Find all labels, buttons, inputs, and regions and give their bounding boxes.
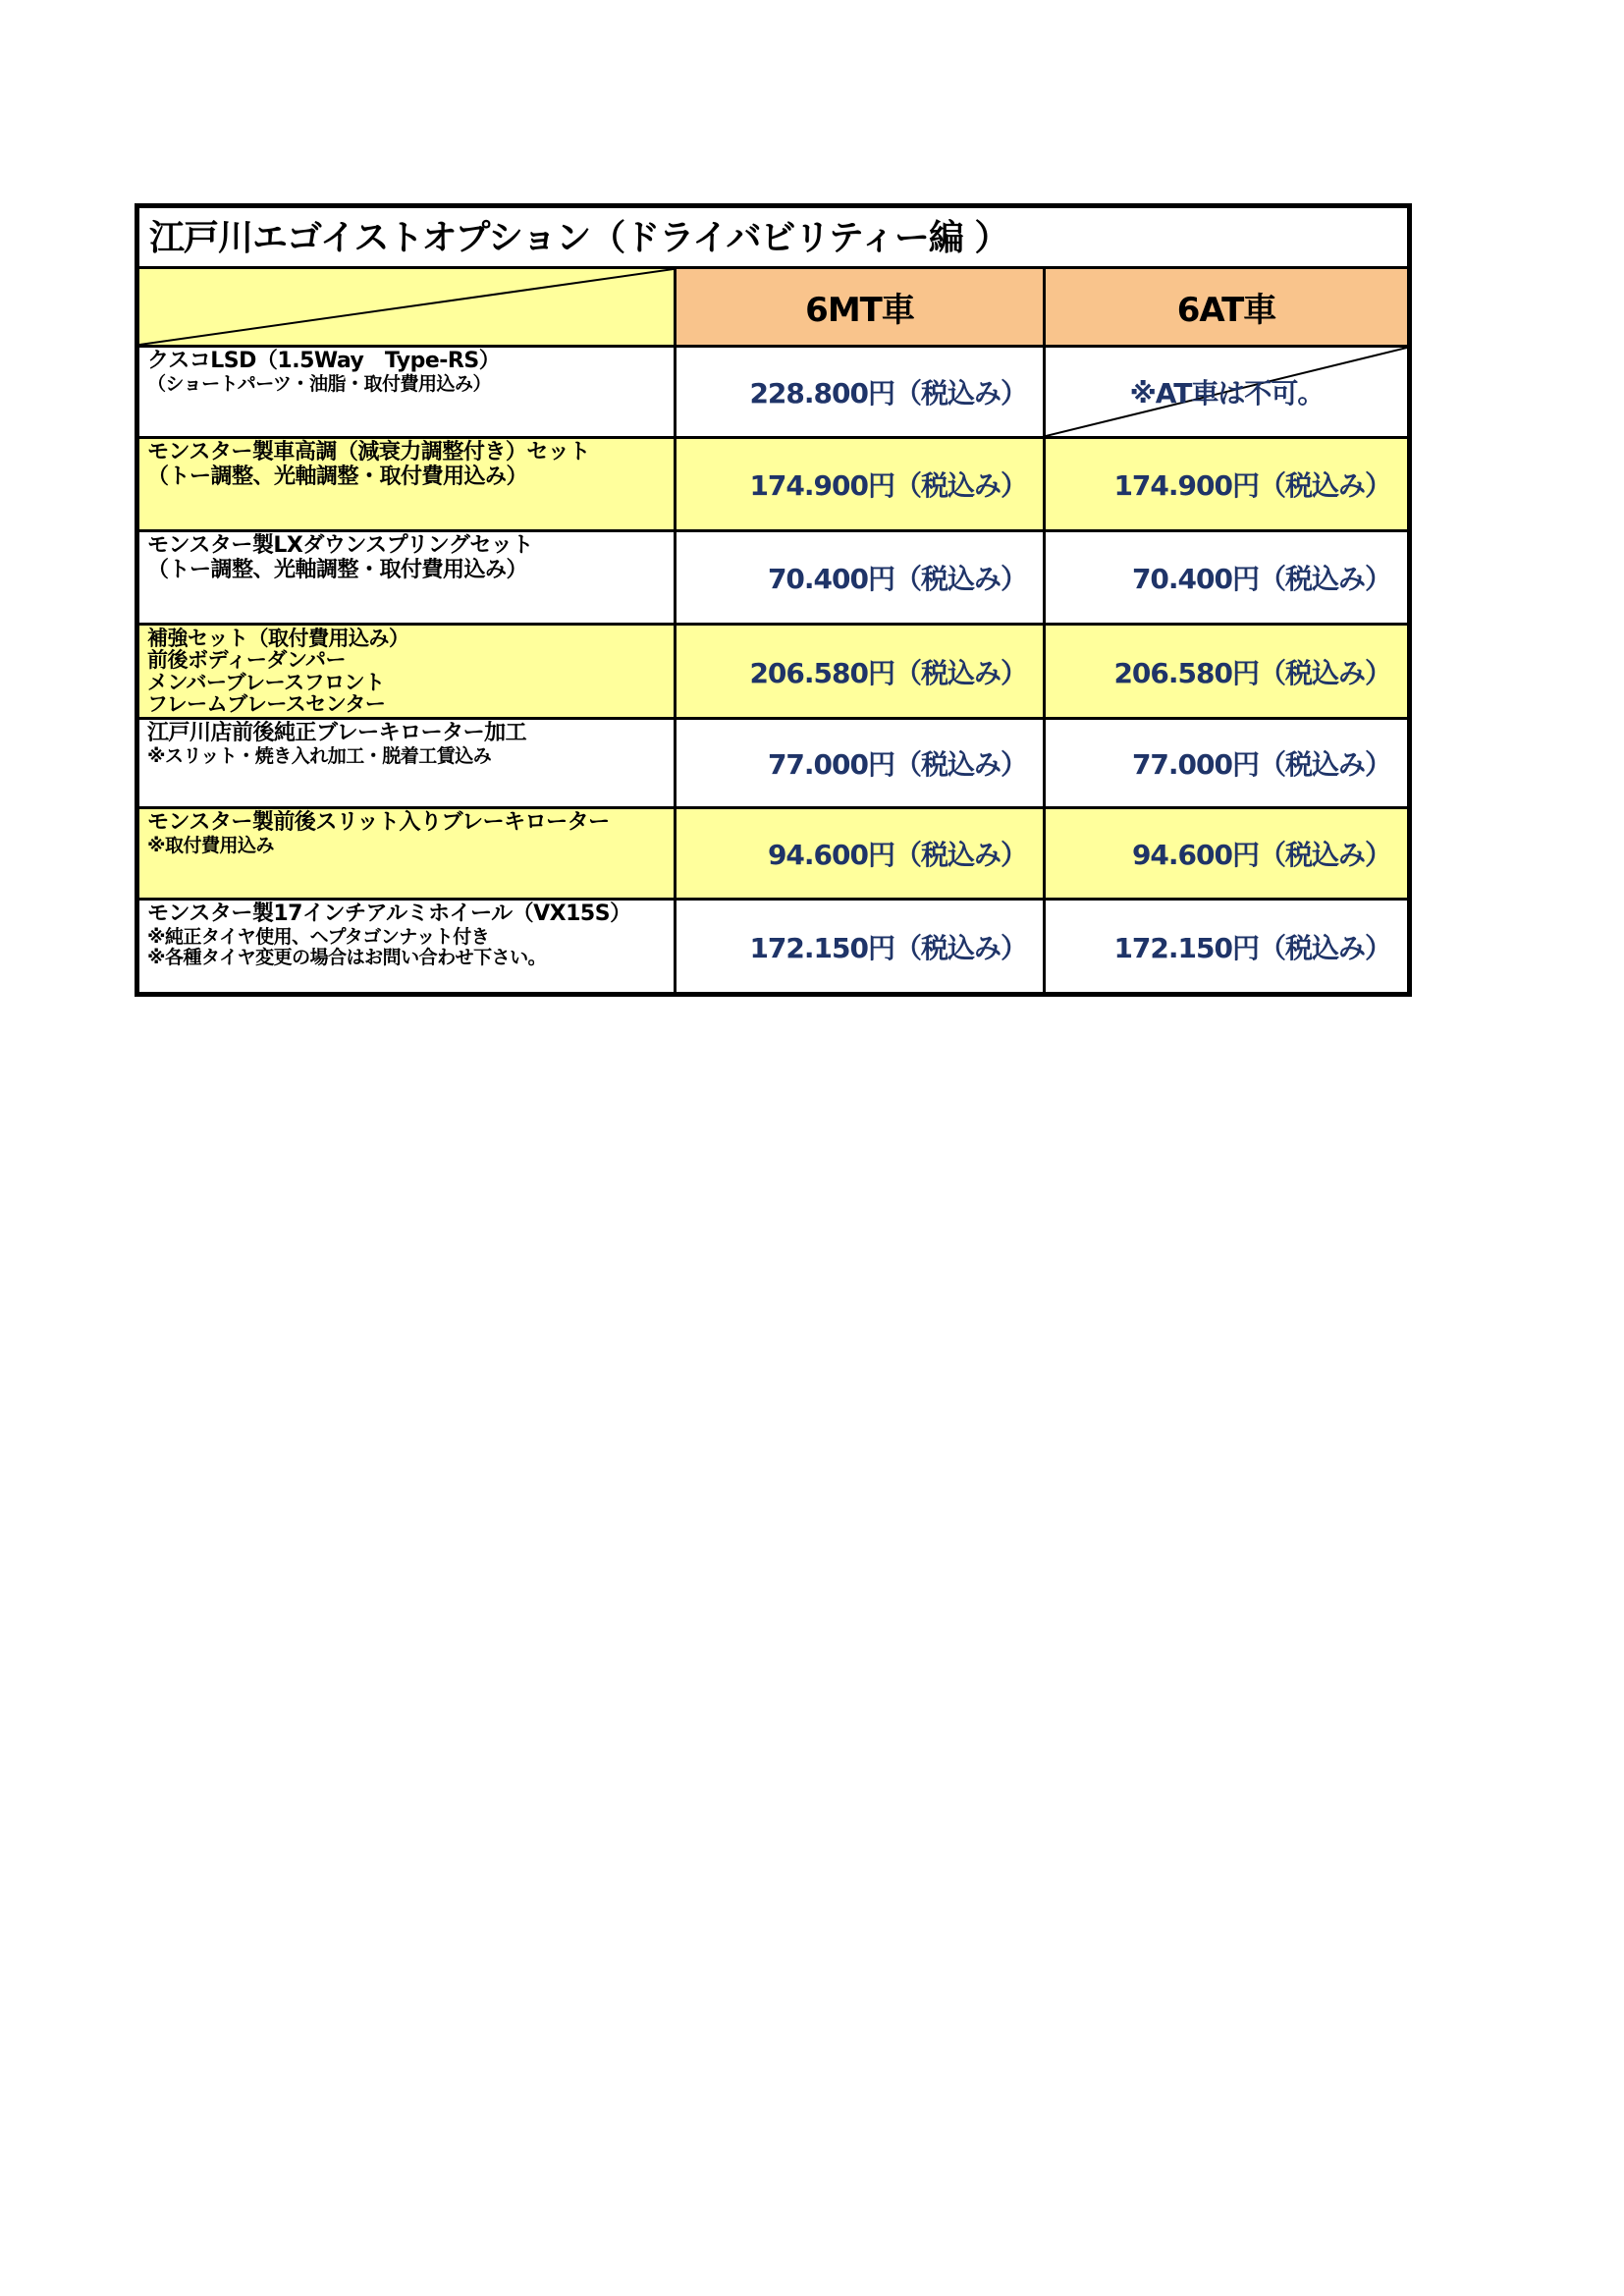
- item-cell: [137, 531, 676, 625]
- item-line: メンバーブレースフロント: [147, 670, 385, 694]
- price-cell-6mt: 206.580円（税込み）: [676, 625, 1045, 719]
- table-row: [137, 625, 1410, 719]
- price-cell-6mt: 77.000円（税込み）: [676, 719, 1045, 808]
- title-row: [137, 206, 1410, 268]
- column-header-6mt: 6MT車: [676, 268, 1045, 347]
- item-line: （トー調整、光軸調整・取付費用込み）: [147, 464, 528, 489]
- price-cell-6mt: 94.600円（税込み）: [676, 808, 1045, 900]
- table-row: [137, 438, 1410, 531]
- header-row: [137, 268, 1410, 347]
- price-cell-6at: 174.900円（税込み）: [1045, 438, 1410, 531]
- diagonal-line-icon: [139, 269, 674, 345]
- item-cell: [137, 719, 676, 808]
- price-cell-6mt: 174.900円（税込み）: [676, 438, 1045, 531]
- item-line: モンスター製17インチアルミホイール（VX15S）: [147, 902, 631, 926]
- table-row: [137, 719, 1410, 808]
- header-corner-cell: [137, 268, 676, 347]
- table-row: [137, 347, 1410, 438]
- item-line: モンスター製車高調（減衰力調整付き）セット: [147, 440, 590, 465]
- item-line: ※各種タイヤ変更の場合はお問い合わせ下さい。: [147, 946, 547, 968]
- price-cell-6at: 206.580円（税込み）: [1045, 625, 1410, 719]
- item-cell: [137, 900, 676, 995]
- na-label: ※AT車は不可。: [1129, 377, 1325, 410]
- price-cell-6at: 94.600円（税込み）: [1045, 808, 1410, 900]
- price-cell-6mt: 70.400円（税込み）: [676, 531, 1045, 625]
- item-line: （トー調整、光軸調整・取付費用込み）: [147, 557, 528, 582]
- column-header-6at: 6AT車: [1045, 268, 1410, 347]
- price-cell-6at: 70.400円（税込み）: [1045, 531, 1410, 625]
- item-line: ※スリット・焼き入れ加工・脱着工賃込み: [147, 744, 492, 767]
- item-line: 補強セット（取付費用込み）: [147, 627, 409, 650]
- item-line: モンスター製前後スリット入りブレーキローター: [147, 810, 610, 835]
- table-row: [137, 808, 1410, 900]
- item-cell: [137, 438, 676, 531]
- price-cell-6at: 77.000円（税込み）: [1045, 719, 1410, 808]
- item-line: 前後ボディーダンパー: [147, 648, 347, 673]
- item-line: フレームブレースセンター: [147, 691, 386, 716]
- price-cell-6at-na: [1045, 347, 1410, 438]
- item-line: ※純正タイヤ使用、ヘプタゴンナット付き: [147, 925, 490, 948]
- item-line: 江戸川店前後純正ブレーキローター加工: [147, 721, 527, 745]
- price-cell-6at: 172.150円（税込み）: [1045, 900, 1410, 995]
- price-cell-6mt: 228.800円（税込み）: [676, 347, 1045, 438]
- price-cell-6mt: 172.150円（税込み）: [676, 900, 1045, 995]
- item-line: （ショートパーツ・油脂・取付費用込み）: [147, 372, 491, 395]
- item-line: モンスター製LXダウンスプリングセット: [147, 533, 533, 558]
- item-line: クスコLSD（1.5Way Type-RS）: [147, 349, 501, 373]
- item-cell: [137, 808, 676, 900]
- item-line: ※取付費用込み: [147, 834, 274, 856]
- options-price-table: [135, 203, 1412, 997]
- item-cell: [137, 625, 676, 719]
- table-row: [137, 531, 1410, 625]
- page-title: 江戸川エゴイストオプション（ドライバビリティー編 ）: [137, 206, 1410, 268]
- table-row: [137, 900, 1410, 995]
- item-cell: [137, 347, 676, 438]
